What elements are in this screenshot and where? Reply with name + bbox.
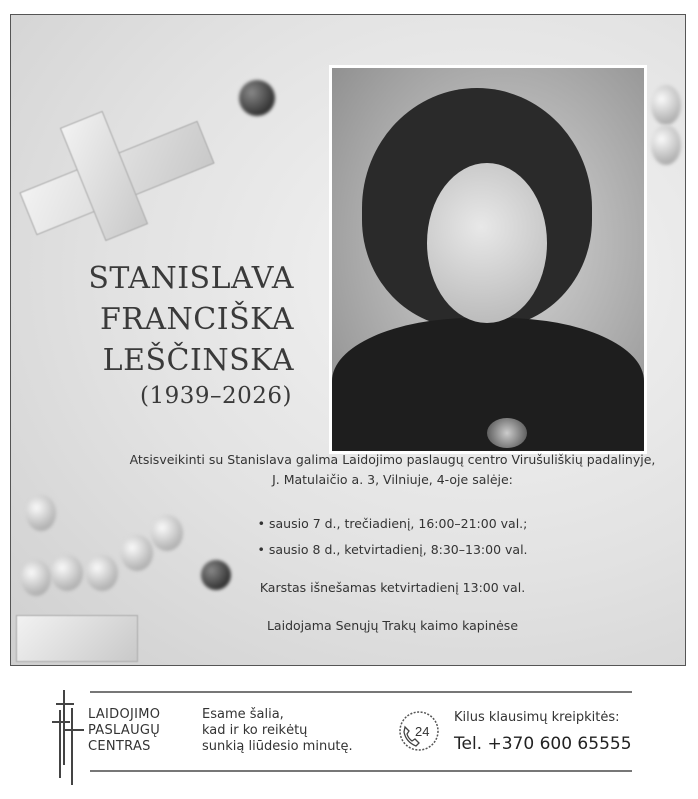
slogan [202,707,353,755]
logo-line: LAIDOJIMO [88,707,161,722]
farewell-info [120,450,665,636]
portrait-photo [329,65,647,454]
bead [651,125,681,165]
intro-text: Atsisveikinti su Stanislava galima Laidojimo paslaugų centro Virušuliškių padalinyje, [129,452,656,467]
burial-text: Laidojama Senųjų Trakų kaimo kapinėse [266,618,519,633]
bead [239,80,275,116]
company-logo-text [88,707,160,755]
slogan-line: Esame šalia, [202,707,284,722]
bead [26,495,56,531]
name-line: LEŠČINSKA [102,343,294,378]
coffin-text: Karstas išnešamas ketvirtadienį 13:00 val. [259,580,526,595]
life-years: (1939–2026) [139,383,292,409]
bead [21,560,51,596]
divider [90,770,632,772]
phone-badge-text: 24 [415,724,430,739]
schedule-item: • sausio 7 d., trečiadienį, 16:00–21:00 val.; [257,516,528,531]
slogan-line: kad ir ko reikėtų [202,723,308,738]
divider [90,691,632,693]
crosses-logo-icon [50,690,90,785]
bead [86,555,118,591]
bead [51,555,83,591]
deceased-name [88,258,294,411]
phone-24h-icon [398,710,440,752]
slogan-line: sunkią liūdesio minutę. [202,739,353,754]
footer [0,680,698,790]
contact-prompt: Kilus klausimų kreipkitės: [454,710,620,725]
logo-line: CENTRAS [88,739,151,754]
address-text: J. Matulaičio a. 3, Vilniuje, 4-oje salėje: [272,472,513,487]
name-line: FRANCIŠKA [99,302,294,337]
logo-line: PASLAUGŲ [88,723,161,738]
bead [651,85,681,125]
contact-phone[interactable]: Tel. +370 600 65555 [454,734,632,754]
schedule-item: • sausio 8 d., ketvirtadienį, 8:30–13:00 val. [257,542,528,557]
name-line: STANISLAVA [88,261,294,296]
